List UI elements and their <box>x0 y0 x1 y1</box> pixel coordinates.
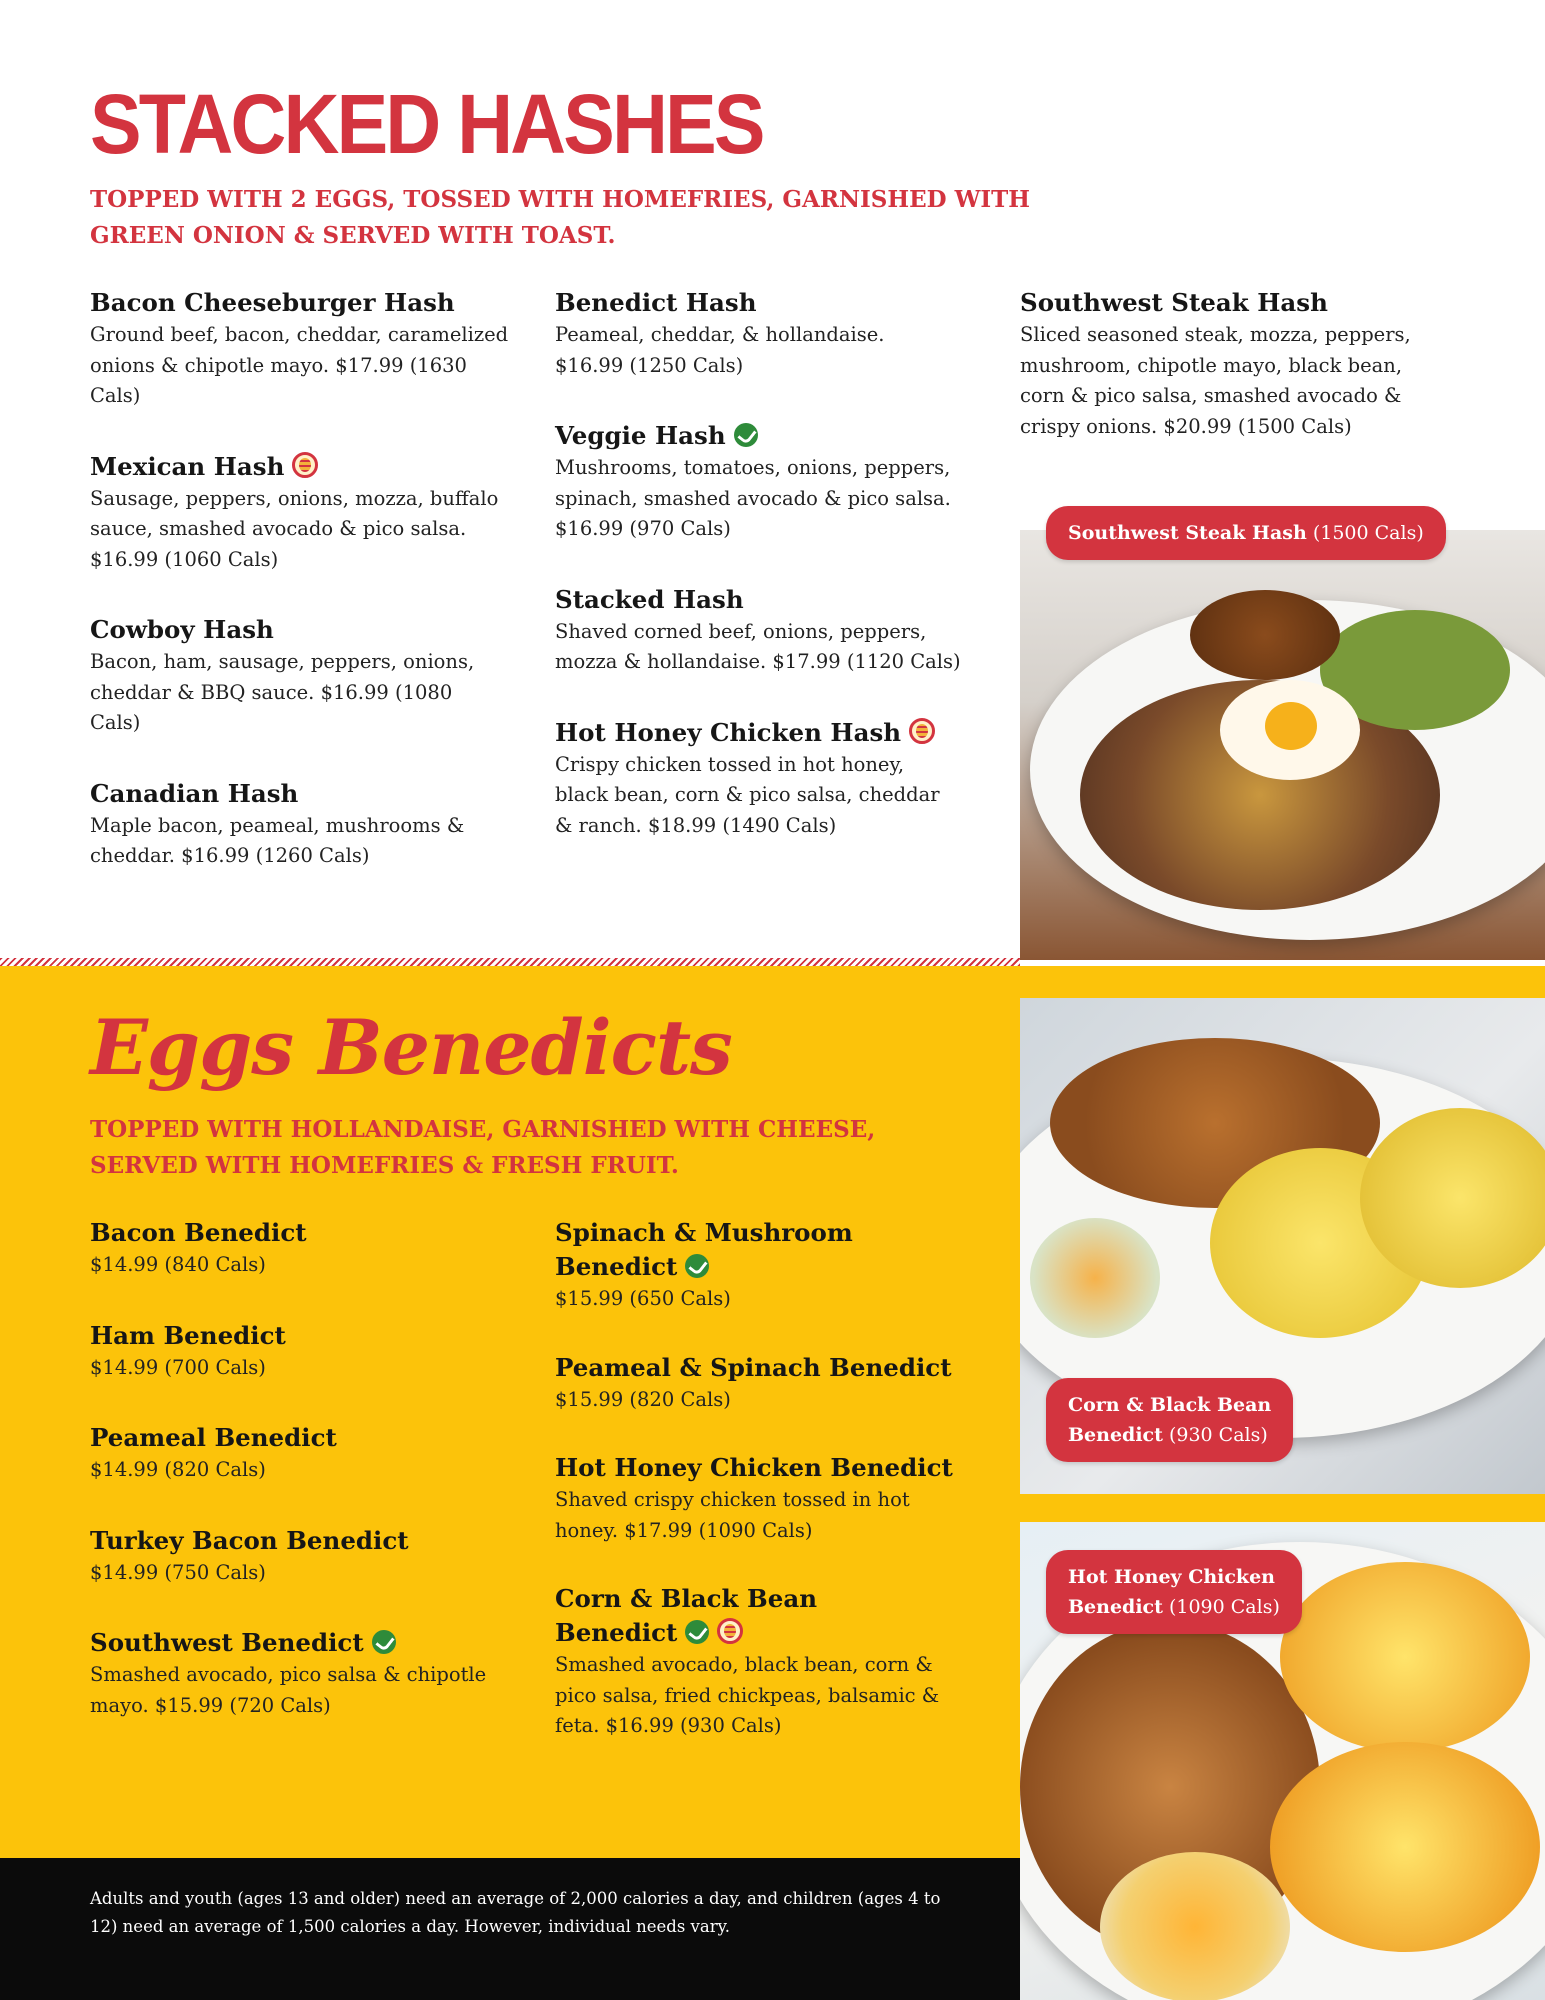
item-description: Crispy chicken tossed in hot honey, black bean, corn & pico salsa, cheddar & ranch. $18.99 (1490 Cals) <box>555 752 940 837</box>
hashes-column-2 <box>555 286 975 879</box>
item-name: Benedict <box>555 1250 975 1284</box>
item-name: Benedict <box>555 1616 975 1650</box>
item-name: Peameal Benedict <box>90 1423 337 1452</box>
leaf-icon <box>372 1630 396 1654</box>
item-description: Smashed avocado, black bean, corn & pico salsa, fried chickpeas, balsamic & feta. $16.99 (930 Cals) <box>555 1653 940 1737</box>
yolk-shape <box>1265 702 1317 750</box>
menu-item <box>555 1451 975 1546</box>
item-name: Stacked Hash <box>555 584 744 614</box>
menu-item <box>1020 286 1440 442</box>
benedicts-column-1 <box>90 1216 520 1759</box>
fruit-cup-shape <box>1100 1852 1290 2000</box>
menu-item <box>555 419 975 545</box>
menu-item <box>555 1351 975 1416</box>
item-name: Canadian Hash <box>90 778 299 808</box>
item-description: $15.99 (650 Cals) <box>555 1287 731 1310</box>
item-description: Mushrooms, tomatoes, onions, peppers, spinach, smashed avocado & pico salsa. $16.99 (970 Cals) <box>555 456 951 540</box>
item-name: Southwest Benedict <box>90 1626 520 1660</box>
hashes-column-3 <box>1020 286 1440 480</box>
item-description: Shaved crispy chicken tossed in hot honey. $17.99 (1090 Cals) <box>555 1488 910 1542</box>
item-name: Benedict Hash <box>555 288 757 317</box>
menu-item <box>555 286 975 381</box>
item-description: $14.99 (840 Cals) <box>90 1253 266 1276</box>
item-name: Cowboy Hash <box>90 615 274 644</box>
menu-item <box>90 613 510 739</box>
item-description: $14.99 (700 Cals) <box>90 1355 266 1379</box>
item-name: Bacon Cheeseburger Hash <box>90 288 455 317</box>
item-name: Turkey Bacon Benedict <box>90 1525 409 1555</box>
menu-item <box>90 1216 520 1281</box>
southwest-steak-hash-label: Southwest Steak Hash (1500 Cals) <box>1046 506 1446 560</box>
benedict-shape <box>1360 1108 1545 1288</box>
new-item-icon <box>292 452 318 478</box>
benedict-shape <box>1270 1742 1540 1952</box>
item-name: Peameal & Spinach Benedict <box>555 1352 952 1382</box>
menu-item <box>90 1626 520 1721</box>
stacked-hashes-subtitle: TOPPED WITH 2 EGGS, TOSSED WITH HOMEFRIES, GARNISHED WITH GREEN ONION & SERVED WITH TOAST. <box>90 186 1031 249</box>
item-name: Ham Benedict <box>90 1320 286 1350</box>
yellow-band <box>1020 1494 1545 1522</box>
item-description: Sliced seasoned steak, mozza, peppers, mushroom, chipotle mayo, black bean, corn & pico salsa, smashed avocado & crispy onions. $20.99 (1500 Cals) <box>1020 323 1411 438</box>
eggs-benedicts-subtitle: TOPPED WITH HOLLANDAISE, GARNISHED WITH CHEESE, SERVED WITH HOMEFRIES & FRESH FRUIT. <box>90 1116 876 1179</box>
menu-item <box>555 716 975 842</box>
section-title-eggs-benedicts: Eggs Benedicts <box>90 1003 732 1092</box>
item-description: Maple bacon, peameal, mushrooms & cheddar. $16.99 (1260 Cals) <box>90 813 465 867</box>
fruit-cup-shape <box>1030 1218 1160 1338</box>
benedict-shape <box>1280 1562 1530 1752</box>
section-divider <box>0 958 1020 966</box>
leaf-icon <box>734 423 758 447</box>
item-name: Southwest Steak Hash <box>1020 288 1328 317</box>
corn-black-bean-benedict-label: Corn & Black Bean Benedict (930 Cals) <box>1046 1378 1293 1462</box>
menu-item <box>90 777 510 872</box>
item-description: Sausage, peppers, onions, mozza, buffalo sauce, smashed avocado & pico salsa. $16.99 (1060 Cals) <box>90 486 499 571</box>
calorie-disclaimer: Adults and youth (ages 13 and older) need an average of 2,000 calories a day, and children (ages 4 to 12) need an average of 1,500 calories a day. However, individual needs vary. <box>90 1889 941 1936</box>
section-title-stacked-hashes: STACKED HASHES <box>90 77 763 171</box>
item-name: Mexican Hash <box>90 450 510 484</box>
southwest-steak-hash-photo <box>1020 530 1545 960</box>
crispy-onions-shape <box>1190 590 1340 680</box>
item-description: Peameal, cheddar, & hollandaise. $16.99 (1250 Cals) <box>555 323 885 377</box>
item-description: $14.99 (750 Cals) <box>90 1560 266 1584</box>
item-name: Hot Honey Chicken Hash <box>555 716 975 750</box>
item-name: Bacon Benedict <box>90 1218 307 1247</box>
hashes-column-1 <box>90 286 510 910</box>
menu-item <box>90 286 510 412</box>
menu-item <box>90 1524 520 1589</box>
benedicts-column-2 <box>555 1216 975 1780</box>
leaf-icon <box>685 1620 709 1644</box>
item-description: Shaved corned beef, onions, peppers, mozza & hollandaise. $17.99 (1120 Cals) <box>555 619 961 673</box>
item-description: Bacon, ham, sausage, peppers, onions, cheddar & BBQ sauce. $16.99 (1080 Cals) <box>90 650 475 734</box>
menu-item <box>555 1216 975 1315</box>
item-name: Corn & Black Bean <box>555 1584 818 1613</box>
menu-item <box>90 1421 520 1486</box>
menu-item <box>90 450 510 576</box>
item-description: $14.99 (820 Cals) <box>90 1458 266 1481</box>
item-description: Smashed avocado, pico salsa & chipotle mayo. $15.99 (720 Cals) <box>90 1663 487 1717</box>
new-item-icon <box>909 718 935 744</box>
yellow-band <box>1020 966 1545 998</box>
menu-item <box>90 1319 520 1384</box>
new-item-icon <box>717 1618 743 1644</box>
menu-item <box>555 1582 975 1742</box>
item-description: Ground beef, bacon, cheddar, caramelized onions & chipotle mayo. $17.99 (1630 Cals) <box>90 323 509 407</box>
item-name: Veggie Hash <box>555 419 975 453</box>
item-name: Spinach & Mushroom <box>555 1218 853 1247</box>
menu-item <box>555 583 975 678</box>
item-name: Hot Honey Chicken Benedict <box>555 1453 953 1482</box>
item-description: $15.99 (820 Cals) <box>555 1387 731 1411</box>
hot-honey-chicken-benedict-label: Hot Honey Chicken Benedict (1090 Cals) <box>1046 1550 1302 1634</box>
leaf-icon <box>685 1254 709 1278</box>
